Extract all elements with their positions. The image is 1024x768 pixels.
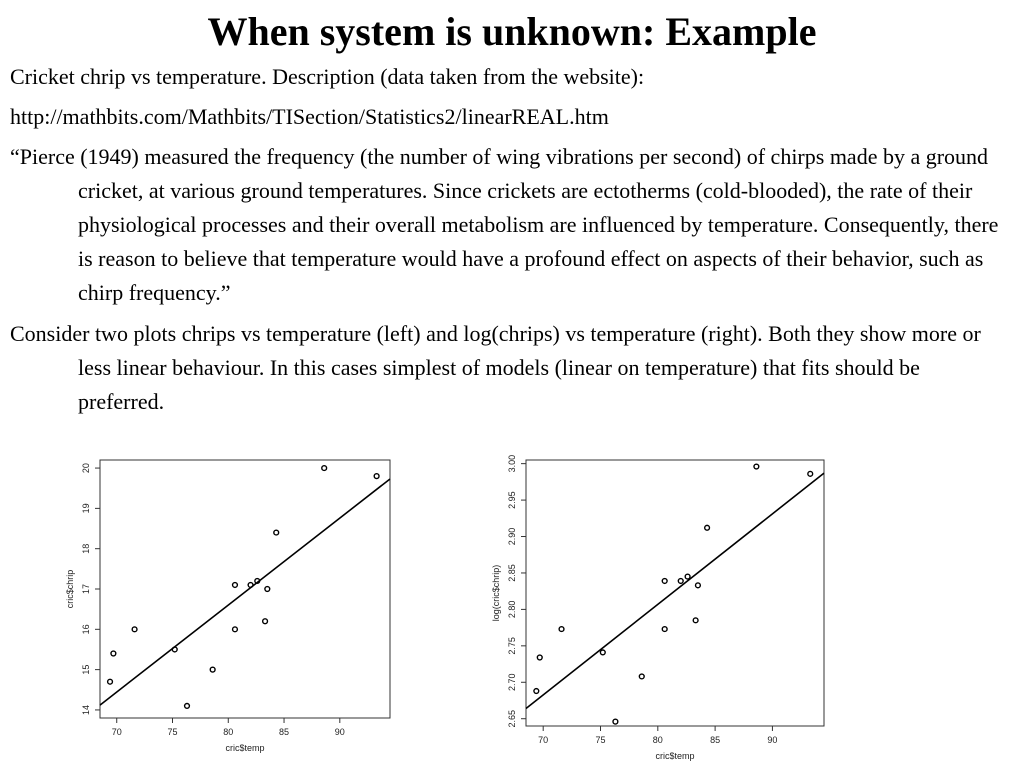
- x-axis-label: cric$temp: [655, 751, 695, 761]
- x-tick-label: 75: [595, 735, 606, 745]
- data-point: [185, 704, 190, 709]
- quote-paragraph: “Pierce (1949) measured the frequency (the number of wing vibrations per second) of chirps made by a ground cricket, at various ground temperatures. Since crickets are ectotherms (cold-blooded), the rate of their physiological processes and their overall metabolism are influenced by temperature. Consequently, there is reason to believe that temperature would have a profound effect on aspects of their behavior, such as chirp frequency.”: [10, 144, 999, 305]
- log-chirp-vs-temp-plot: [480, 450, 1024, 768]
- data-point: [537, 655, 542, 660]
- x-tick-label: 90: [334, 727, 345, 737]
- data-point: [263, 619, 268, 624]
- data-point: [559, 627, 564, 632]
- y-tick-label: 2.75: [507, 637, 517, 655]
- y-tick-label: 2.80: [507, 600, 517, 619]
- data-point: [132, 627, 137, 632]
- x-tick-label: 80: [652, 735, 663, 745]
- plot-frame: [526, 460, 824, 726]
- data-point: [534, 689, 539, 694]
- conclusion-paragraph: Consider two plots chrips vs temperature (left) and log(chrips) vs temperature (right). Both they show more or less linear behaviour. In this cases simplest of models (linear on temperature) that fits should be preferred.: [10, 321, 981, 414]
- data-point: [754, 464, 759, 469]
- slide-body: [10, 60, 1010, 426]
- data-point: [693, 618, 698, 623]
- y-tick-label: 2.90: [507, 527, 517, 546]
- x-tick-label: 75: [167, 727, 178, 737]
- data-point: [639, 674, 644, 679]
- data-point: [233, 583, 238, 588]
- data-point: [111, 651, 116, 656]
- data-point: [705, 525, 710, 530]
- data-point: [808, 471, 813, 476]
- y-tick-label: 17: [81, 583, 91, 595]
- data-point: [265, 587, 270, 592]
- data-point: [374, 474, 379, 479]
- data-point: [685, 574, 690, 579]
- data-point: [322, 466, 327, 471]
- source-url: http://mathbits.com/Mathbits/TISection/Statistics2/linearREAL.htm: [10, 104, 609, 129]
- data-point: [210, 667, 215, 672]
- x-tick-label: 70: [538, 735, 549, 745]
- y-tick-label: 16: [81, 624, 91, 635]
- data-point: [613, 719, 618, 724]
- data-point: [248, 583, 253, 588]
- intro-paragraph: Cricket chrip vs temperature. Description (data taken from the website):: [10, 64, 645, 89]
- data-point: [600, 650, 605, 655]
- y-tick-label: 2.65: [507, 709, 517, 728]
- y-tick-label: 3.00: [507, 454, 517, 473]
- slide-title: When system is unknown: Example: [207, 9, 817, 54]
- data-point: [678, 579, 683, 584]
- data-point: [233, 627, 238, 632]
- y-tick-label: 18: [81, 543, 91, 554]
- regression-line: [526, 473, 824, 708]
- data-point: [108, 679, 113, 684]
- chirp-vs-temp-plot: [0, 450, 512, 768]
- plot-frame: [100, 460, 390, 718]
- data-point: [274, 530, 279, 535]
- data-point: [662, 627, 667, 632]
- y-axis-label: cric$chrip: [65, 569, 75, 609]
- x-tick-label: 85: [710, 735, 721, 745]
- x-tick-label: 80: [223, 727, 234, 737]
- y-tick-label: 19: [81, 503, 91, 514]
- data-point: [696, 583, 701, 588]
- x-tick-label: 85: [279, 727, 290, 737]
- y-tick-label: 20: [81, 463, 91, 474]
- y-tick-label: 15: [81, 664, 91, 675]
- y-tick-label: 2.85: [507, 564, 517, 582]
- y-tick-label: 2.70: [507, 673, 517, 692]
- x-tick-label: 70: [111, 727, 122, 737]
- data-point: [662, 579, 667, 584]
- x-axis-label: cric$temp: [225, 743, 265, 753]
- regression-line: [100, 479, 390, 705]
- x-tick-label: 90: [767, 735, 778, 745]
- y-tick-label: 2.95: [507, 491, 517, 509]
- y-tick-label: 14: [81, 704, 91, 715]
- y-axis-label: log(cric$chrip): [491, 564, 501, 622]
